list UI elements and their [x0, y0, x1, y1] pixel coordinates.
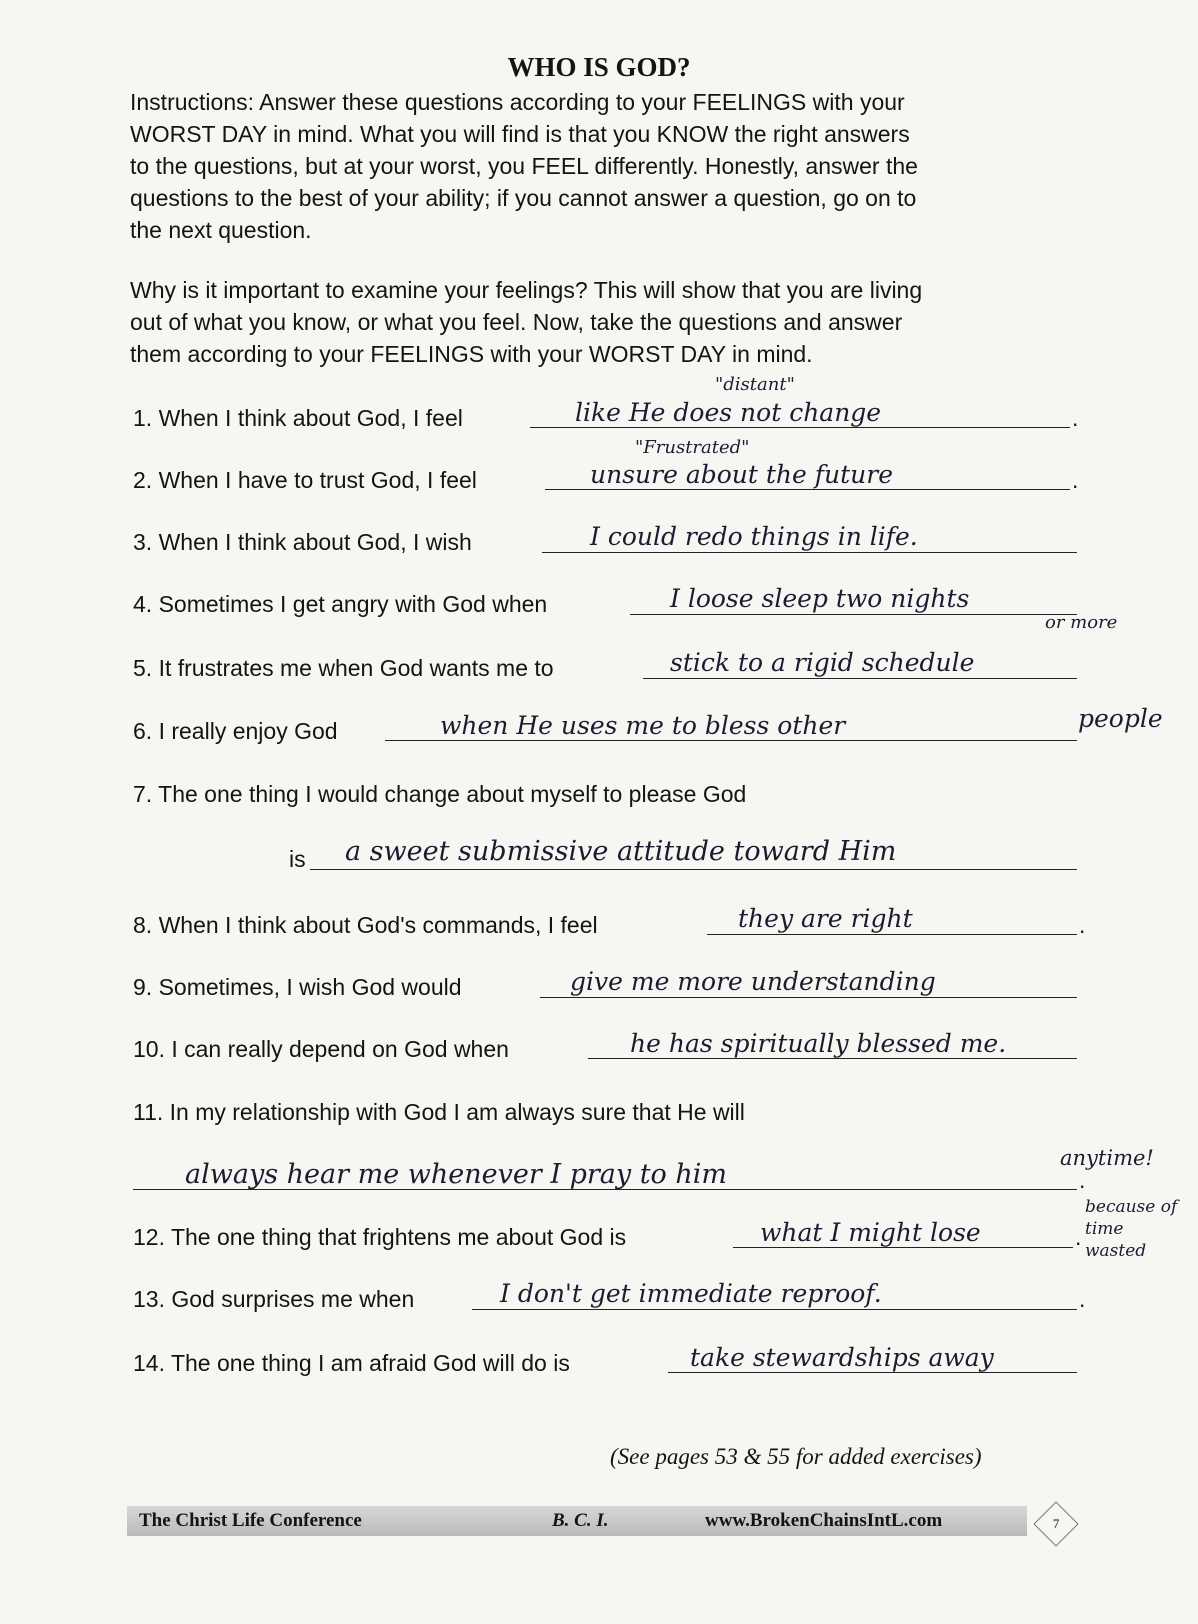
question-11: 11. In my relationship with God I am always sure that He will — [133, 1099, 745, 1125]
answer-line-8[interactable] — [707, 934, 1077, 935]
answer-4-note: or more — [1045, 612, 1118, 633]
answer-11: always hear me whenever I pray to him — [185, 1159, 728, 1190]
answer-12-note: because of time wasted — [1085, 1197, 1178, 1261]
answer-6: when He uses me to bless other — [440, 711, 846, 740]
answer-11-note: anytime! — [1060, 1146, 1154, 1170]
answer-14: take stewardships away — [690, 1343, 994, 1372]
question-13: 13. God surprises me when — [133, 1286, 415, 1312]
answer-line-13[interactable] — [472, 1309, 1077, 1310]
answer-1-note: "distant" — [715, 374, 795, 395]
footer-website[interactable]: www.BrokenChainsIntL.com — [705, 1510, 943, 1531]
question-3: 3. When I think about God, I wish — [133, 529, 472, 555]
footer-conference: The Christ Life Conference — [139, 1510, 362, 1531]
instructions-line: to the questions, but at your worst, you FEEL differently. Honestly, answer the — [130, 153, 918, 179]
answer-line-10[interactable] — [588, 1058, 1077, 1059]
instructions-line: questions to the best of your ability; if you cannot answer a question, go on to — [130, 185, 917, 211]
instructions-paragraph — [130, 86, 1080, 246]
answer-1: like He does not change — [575, 398, 882, 427]
answer-2: unsure about the future — [590, 460, 894, 489]
question-10: 10. I can really depend on God when — [133, 1036, 509, 1062]
answer-3: I could redo things in life. — [590, 522, 918, 551]
question-7-prefix: is — [289, 846, 306, 872]
answer-13: I don't get immediate reproof. — [500, 1279, 882, 1308]
question-9: 9. Sometimes, I wish God would — [133, 974, 462, 1000]
question-2: 2. When I have to trust God, I feel — [133, 467, 477, 493]
period: . — [1075, 1224, 1082, 1250]
question-1: 1. When I think about God, I feel — [133, 405, 463, 431]
question-4: 4. Sometimes I get angry with God when — [133, 591, 548, 617]
why-paragraph — [130, 274, 1080, 370]
answer-line-14[interactable] — [668, 1372, 1077, 1373]
answer-line-7[interactable] — [310, 869, 1077, 870]
answer-line-2[interactable] — [545, 489, 1070, 490]
why-line: Why is it important to examine your feelings? This will show that you are living — [130, 277, 923, 303]
instructions-line: the next question. — [130, 217, 312, 243]
question-8: 8. When I think about God's commands, I feel — [133, 912, 598, 938]
instructions-line: Instructions: Answer these questions according to your FEELINGS with your — [130, 89, 905, 115]
footer-bar — [127, 1506, 1027, 1536]
answer-line-9[interactable] — [540, 997, 1077, 998]
period: . — [1072, 467, 1079, 493]
footer-org: B. C. I. — [552, 1510, 609, 1531]
answer-line-3[interactable] — [542, 552, 1077, 553]
question-5: 5. It frustrates me when God wants me to — [133, 655, 554, 681]
page-number — [1033, 1501, 1078, 1546]
answer-10: he has spiritually blessed me. — [630, 1029, 1007, 1058]
period: . — [1072, 405, 1079, 431]
why-line: them according to your FEELINGS with your WORST DAY in mind. — [130, 341, 813, 367]
page-title: WHO IS GOD? — [507, 52, 691, 82]
period: . — [1079, 1286, 1086, 1312]
answer-8: they are right — [738, 904, 913, 933]
period: . — [1079, 912, 1086, 938]
answer-line-4[interactable] — [630, 614, 1077, 615]
question-14: 14. The one thing I am afraid God will do is — [133, 1350, 570, 1376]
answer-12: what I might lose — [760, 1218, 981, 1247]
answer-7: a sweet submissive attitude toward Him — [345, 836, 897, 867]
answer-9: give me more understanding — [570, 967, 936, 996]
answer-line-1[interactable] — [530, 427, 1070, 428]
instructions-line: WORST DAY in mind. What you will find is that you KNOW the right answers — [130, 121, 910, 147]
answer-6-note: people — [1078, 704, 1163, 733]
answer-line-5[interactable] — [643, 678, 1077, 679]
answer-5: stick to a rigid schedule — [670, 648, 975, 677]
answer-2-note: "Frustrated" — [635, 437, 750, 458]
why-line: out of what you know, or what you feel. Now, take the questions and answer — [130, 309, 903, 335]
answer-4: I loose sleep two nights — [670, 584, 970, 613]
page-number-label: 7 — [1052, 1516, 1060, 1531]
question-12: 12. The one thing that frightens me about God is — [133, 1224, 627, 1250]
question-7: 7. The one thing I would change about myself to please God — [133, 781, 747, 807]
answer-line-6[interactable] — [385, 740, 1077, 741]
period: . — [1079, 1167, 1086, 1193]
answer-line-12[interactable] — [733, 1247, 1073, 1248]
question-6: 6. I really enjoy God — [133, 718, 338, 744]
see-pages-note: (See pages 53 & 55 for added exercises) — [610, 1444, 982, 1469]
